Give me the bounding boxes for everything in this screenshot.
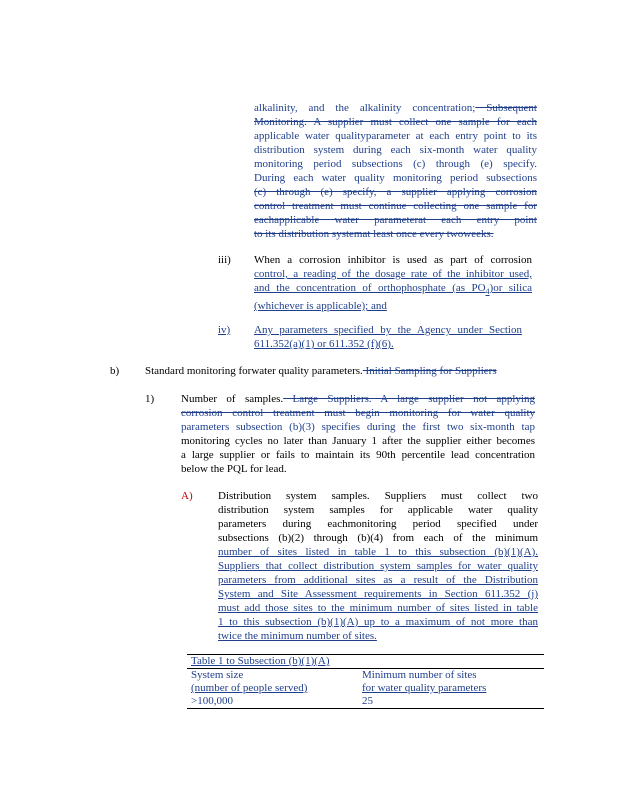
table-header-system-size: System size (number of people served) [191,669,308,694]
text-run: Large Suppliers. A large supplier not applying [283,393,535,405]
text-run: Number of samples. [181,393,284,405]
text-line [218,587,538,601]
text-run: subsections (b)(2) through (b)(4) from each of the minimum [218,532,538,544]
text-run: control, a reading of the dosage rate of the inhibitor used, [254,268,532,280]
text-line [254,143,537,157]
text-run: Initial Sampling for Suppliers [362,365,497,377]
table-cell-minimum-sites: 25 [358,695,544,709]
text-line [254,185,537,199]
table-title-row [187,655,544,669]
text-line [218,615,538,629]
text-line [254,157,537,171]
table-header-minimum-sites: Minimum number of sites for water quality parameters [362,669,487,694]
item-label-iii: iii) [218,254,231,266]
table-title: Table 1 to Subsection (b)(1)(A) [187,655,544,669]
table-1-subsection [187,654,544,709]
text-run: below the PQL for lead. [181,463,287,475]
item-label-A: A) [181,490,193,502]
text-run: Monitoring. A supplier must collect one sample for each [254,116,537,128]
text-line [254,199,537,213]
text-line [218,531,538,545]
text-line [254,253,532,267]
text-line [254,281,532,299]
text-run: 611.352(a)(1) or 611.352 (f)(6). [254,338,394,350]
paragraph-item-A [218,489,538,643]
text-line [181,434,535,448]
text-run: monitoring period subsections (c) through (e) specify. [254,158,537,170]
text-line [218,601,538,615]
text-line [254,323,522,337]
text-line [218,559,538,573]
text-run: distribution system during each six-month water quality [254,144,537,156]
text-line [254,213,537,227]
paragraph-continuation [254,101,537,241]
item-label-iv: iv) [218,324,231,336]
text-line [254,299,532,313]
text-line [218,573,538,587]
text-line [181,420,535,434]
text-line [218,489,538,503]
text-run: monitoring cycles no later than January 1 after the supplier either becomes [181,435,535,447]
text-run: )or silica [489,282,532,294]
text-run: System and Site Assessment requirements in Section 611.352 (j) [218,588,538,600]
paragraph-item-1 [181,392,535,476]
text-run: parameters during eachmonitoring period specified under [218,518,538,530]
section-heading-b [145,364,537,378]
text-run: 1 to this subsection (b)(1)(A) up to a maximum of not more than [218,616,538,628]
text-run: parameters subsection (b)(3) specifies during the first two six-month tap [181,421,535,433]
text-run: Any parameters specified by the Agency under Section [254,324,522,336]
text-run: alkalinity, and the alkalinity concentration; [254,102,476,114]
text-line [254,129,537,143]
text-run: eachapplicable water parameterat each entry point [254,214,537,226]
text-run: Subsequent [475,102,537,114]
text-run: applicable water qualityparameter at each entry point to its [254,130,537,142]
text-line [218,545,538,559]
text-line [254,227,537,241]
text-line [145,364,537,378]
text-run: and the concentration of orthophosphate (as PO [254,282,486,294]
text-run: parameters from additional sites as a result of the Distribution [218,574,538,586]
text-run: number of sites listed in table 1 to this subsection (b)(1)(A). [218,546,538,558]
text-line [181,392,535,406]
text-run: a large supplier or fails to maintain its 90th percentile lead concentration [181,449,535,461]
text-line [181,406,535,420]
paragraph-item-iii [254,253,532,313]
text-line [218,629,538,643]
text-line [218,503,538,517]
text-line [181,462,535,476]
item-label-1: 1) [145,393,155,405]
text-run: Distribution system samples. Suppliers must collect two [218,490,538,502]
text-run: During each water quality monitoring period subsections [254,172,537,184]
text-run: distribution system samples for applicable water quality [218,504,538,516]
text-run: to its distribution systemat least once every twoweeks. [254,228,494,240]
text-line [254,337,522,351]
text-line [218,517,538,531]
text-run: control treatment must continue collecting one sample for [254,200,537,212]
table-cell-system-size: >100,000 [187,695,358,709]
paragraph-item-iv [254,323,522,351]
text-run: Standard monitoring forwater quality parameters. [145,365,363,377]
text-line [181,448,535,462]
text-run: corrosion control treatment must begin monitoring for water quality [181,407,535,419]
text-run: Suppliers that collect distribution system samples for water quality [218,560,538,572]
text-run: (c) through (e) specify, a supplier applying corrosion [254,186,537,198]
table-header-row [187,669,544,696]
text-run: 4 [485,287,490,297]
section-label-b: b) [110,365,120,377]
text-run: twice the minimum number of sites. [218,630,377,642]
text-run: (whichever is applicable); and [254,300,387,313]
text-line [254,101,537,115]
text-run: must add those sites to the minimum number of sites listed in table [218,602,538,614]
text-run: When a corrosion inhibitor is used as part of corrosion [254,254,532,266]
text-line [254,171,537,185]
table-row [187,695,544,709]
text-line [254,267,532,281]
text-line [254,115,537,129]
